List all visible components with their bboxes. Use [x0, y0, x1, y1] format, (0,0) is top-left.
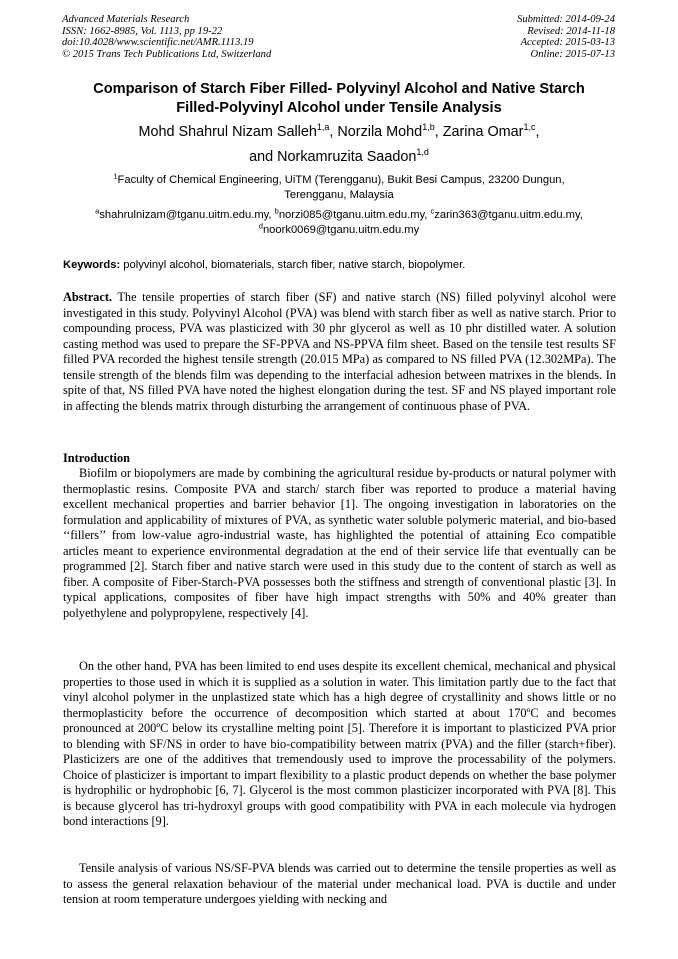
keywords	[63, 259, 465, 271]
email-line-2	[40, 223, 638, 238]
journal-issn: ISSN: 1662-8985, Vol. 1113, pp 19-22	[62, 25, 223, 37]
author-affil-mark: 1,c	[523, 122, 536, 133]
date-revised: Revised: 2014-11-18	[527, 25, 615, 37]
affiliation-mark: 1	[113, 171, 118, 181]
author-line-1	[40, 120, 638, 145]
email-separator: ,	[268, 209, 275, 221]
author-name: and Norkamruzita Saadon	[249, 149, 417, 165]
intro-paragraph-3: Tensile analysis of various NS/SF-PVA blends was carried out to determine the tensile properties as well as to assess the general relaxation behaviour of the material under mechanical load. PVA is ductile and under tension at room temperature undergoes yielding with necking and	[63, 861, 616, 907]
abstract-label: Abstract.	[63, 290, 113, 304]
affiliation	[40, 173, 638, 203]
author-name: Norzila Mohd	[337, 124, 423, 140]
author-affil-mark: 1,a	[316, 122, 330, 133]
paper-title	[40, 80, 638, 117]
affiliation-text: Faculty of Chemical Engineering, UiTM (Terengganu), Bukit Besi Campus, 23200 Dungun,	[117, 174, 565, 186]
affiliation-line-1	[40, 173, 638, 188]
author-separator: ,	[535, 124, 540, 140]
journal-name: Advanced Materials Research	[62, 14, 190, 25]
author-emails	[40, 208, 638, 238]
abstract-text: The tensile properties of starch fiber (SF) and native starch (NS) filled polyvinyl alcohol were investigated in this study. Polyvinyl Alcohol (PVA) was blend with starch fiber as well as native starch. Prior to compounding process, PVA was plasticized with 30 phr glycerol as well as 10 phr distilled water. A solution casting method was used to prepare the SF-PPVA and NS-PPVA film sheet. Based on the tensile test results SF filled PVA recorded the highest tensile strength (20.015 MPa) as compared to NS filled PVA (12.302MPa). The tensile strength of the blends film was depending to the interfacial adhesion between matrixes in the blends. In spite of that, NS filled PVA have noted the highest elongation during the test. SF and NS played important role in affecting the blends matrix through disturbing the arrangement of continuous phase of PVA.	[63, 290, 616, 413]
section-heading-introduction: Introduction	[63, 451, 130, 465]
email-line-1	[40, 208, 638, 223]
email-link[interactable]: norzi085@tganu.uitm.edu.my	[278, 209, 425, 221]
date-accepted: Accepted: 2015-03-13	[520, 37, 615, 49]
email-mark: c	[430, 206, 435, 216]
author-line-2	[40, 145, 638, 170]
email-link[interactable]: zarin363@tganu.uitm.edu.my	[434, 209, 580, 221]
journal-doi: doi:10.4028/www.scientific.net/AMR.1113.19	[62, 37, 254, 49]
publication-dates	[517, 14, 615, 60]
date-online: Online: 2015-07-13	[530, 48, 615, 60]
email-mark: b	[274, 206, 279, 216]
author-separator: ,	[329, 124, 338, 140]
intro-paragraph-1: Biofilm or biopolymers are made by combining the agricultural residue by-products or natural polymer with thermoplastic resins. Composite PVA and starch/ starch fiber was reported to produce a material having excellent mechanical properties and barrier behavior [1]. The ongoing investigation in laboratories on the formulation and applicability of mixtures of PVA, as synthetic water soluble polymeric material, and bio-based ‘‘fillers’’ from low-value agro-industrial waste, has highlighted the potential of attaining Eco compatible articles meant to experience environmental degradation at the end of their service life that eventually can be programmed [2]. Starch fiber and native starch were used in this study due to the content of starch as well as fiber. A composite of Fiber-Starch-PVA possesses both the stiffness and strength of conventional plastic [3]. In typical applications, composites of fiber have high impact strengths with 50% and 40% greater than polyethylene and polypropylene, respectively [4].	[63, 466, 616, 620]
abstract	[63, 290, 616, 414]
intro-paragraph-2: On the other hand, PVA has been limited to end uses despite its excellent chemical, mechanical and physical properties to those used in which it is supplied as a solution in water. This limitation partly due to the fact that vinyl alcohol polymer in the unplastized state which has a high degree of crystallinity and shows little or no thermoplasticity before the occurrence of decomposition which started at about 170ºC and becomes pronounced at 200ºC below its crystalline melting point [5]. Therefore it is important to plasticized PVA prior to blending with SF/NS in order to have bio-compatibility between matrix (PVA) and the filler (starch+fiber). Plasticizers are one of the additives that tremendously used to improve the processability of the polymers. Choice of plasticizer is important to impart flexibility to a plastic product depends on whether the base polymer is hydrophilic or hydrophobic [6, 7]. Glycerol is the most common plasticizer incorporated with PVA [8]. This is because glycerol has tri-hydroxyl groups with good compatibility with PVA in each molecule via hydrogen bond interactions [9].	[63, 659, 616, 829]
keywords-label: Keywords:	[63, 259, 121, 271]
author-affil-mark: 1,d	[416, 147, 429, 158]
email-separator: ,	[424, 209, 431, 221]
affiliation-line-2: Terengganu, Malaysia	[284, 189, 394, 202]
author-affil-mark: 1,b	[422, 122, 435, 133]
date-submitted: Submitted: 2014-09-24	[517, 14, 615, 25]
author-separator: ,	[434, 124, 443, 140]
journal-info	[62, 14, 271, 60]
email-link[interactable]: shahrulnizam@tganu.uitm.edu.my	[99, 209, 269, 221]
journal-copyright: © 2015 Trans Tech Publications Ltd, Switzerland	[62, 48, 272, 60]
title-line-1: Comparison of Starch Fiber Filled- Polyvinyl Alcohol and Native Starch	[93, 81, 585, 97]
author-name: Zarina Omar	[442, 124, 524, 140]
author-name: Mohd Shahrul Nizam Salleh	[138, 124, 317, 140]
email-mark: d	[258, 221, 263, 231]
keywords-text: polyvinyl alcohol, biomaterials, starch fiber, native starch, biopolymer.	[120, 259, 466, 271]
email-separator: ,	[579, 209, 583, 221]
email-link[interactable]: noork0069@tganu.uitm.edu.my	[262, 224, 420, 237]
title-line-2: Filled-Polyvinyl Alcohol under Tensile Analysis	[176, 99, 502, 116]
email-mark: a	[95, 206, 100, 216]
author-list	[40, 120, 638, 170]
